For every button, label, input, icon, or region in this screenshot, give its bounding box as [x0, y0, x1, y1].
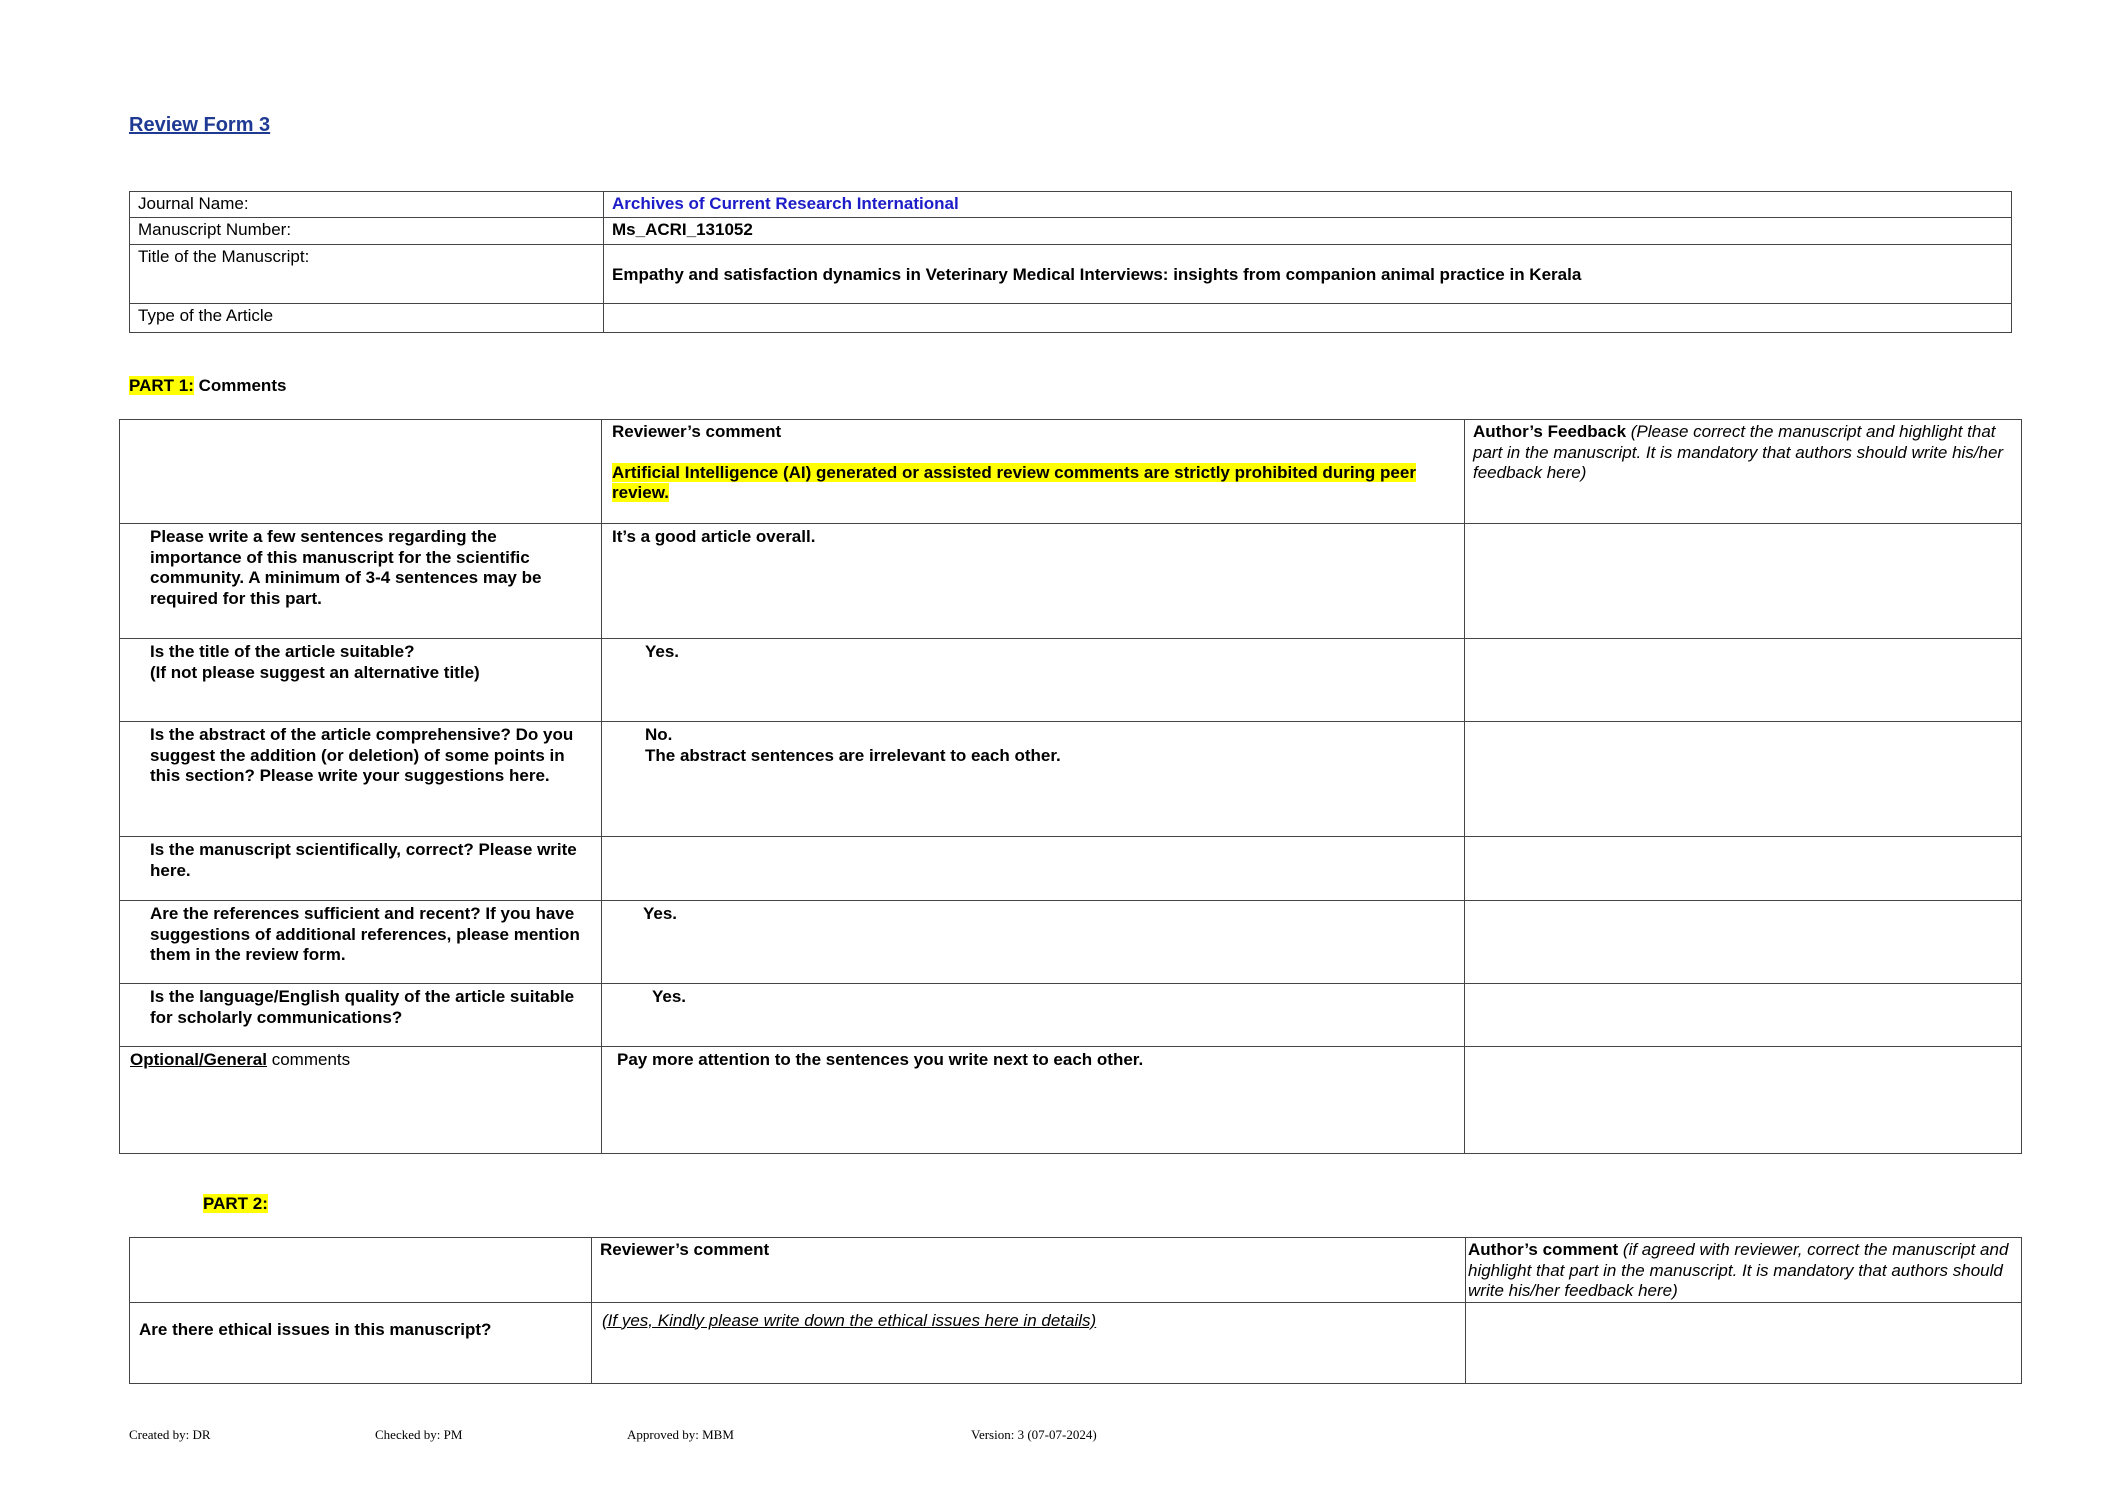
comment-abstract[interactable]: [602, 722, 1465, 837]
comment-scientific[interactable]: [602, 837, 1465, 901]
feedback-importance[interactable]: [1465, 524, 2022, 639]
comment-title-suitable[interactable]: Yes.: [602, 639, 1465, 722]
ai-notice: Artificial Intelligence (AI) generated or assisted review comments are strictly prohibited during peer review.: [612, 462, 1416, 502]
feedback-abstract[interactable]: [1465, 722, 2022, 837]
part2-ethics-table: [129, 1237, 2022, 1384]
comment-abstract-line1: No.: [645, 725, 673, 744]
part1-reviewer-header: Reviewer’s comment: [612, 422, 782, 441]
ethical-hint: (If yes, Kindly please write down the ethical issues here in details): [602, 1310, 1097, 1330]
comment-language[interactable]: Yes.: [602, 984, 1465, 1047]
comment-references[interactable]: Yes.: [602, 901, 1465, 984]
part1-reviewer-header-cell: [602, 420, 1465, 524]
part2-label: PART 2:: [203, 1194, 268, 1213]
question-scientific: Is the manuscript scientifically, correct? Please write here.: [120, 837, 602, 901]
question-ethical: Are there ethical issues in this manuscript?: [130, 1302, 592, 1383]
footer-checked: Checked by: PM: [375, 1427, 463, 1442]
part2-heading: [203, 1194, 268, 1214]
question-references: Are the references sufficient and recent? If you have suggestions of additional references, please mention them in the review form.: [120, 901, 602, 984]
part1-author-header-cell: [1465, 420, 2022, 524]
feedback-optional[interactable]: [1465, 1047, 2022, 1154]
form-title: Review Form 3: [129, 114, 271, 136]
article-type-value: [604, 304, 2012, 333]
question-title-line1: Is the title of the article suitable?: [150, 642, 415, 661]
part1-label: PART 1:: [129, 376, 194, 395]
manuscript-number-label: Manuscript Number:: [130, 218, 604, 245]
part2-author-header: Author’s comment: [1468, 1240, 1619, 1259]
footer-version: Version: 3 (07-07-2024): [971, 1427, 1097, 1442]
comment-abstract-line2: The abstract sentences are irrelevant to each other.: [645, 745, 1061, 765]
question-language: Is the language/English quality of the article suitable for scholarly communications?: [120, 984, 602, 1047]
question-title-suitable: [120, 639, 602, 722]
part1-header-blank: [120, 420, 602, 524]
part1-comments-table: [119, 419, 2022, 1154]
optional-label: Optional: [130, 1050, 199, 1069]
part2-author-header-cell: [1466, 1238, 2022, 1303]
journal-name-value: Archives of Current Research International: [604, 192, 2012, 218]
feedback-references[interactable]: [1465, 901, 2022, 984]
optional-general-label: [120, 1047, 602, 1154]
comments-label: comments: [267, 1050, 351, 1069]
footer-created: Created by: DR: [129, 1427, 211, 1442]
manuscript-info-table: [129, 191, 2012, 333]
part2-reviewer-header: Reviewer’s comment: [592, 1238, 1466, 1303]
part1-heading: [129, 376, 286, 396]
part1-author-header: Author’s Feedback: [1473, 422, 1627, 441]
comment-optional[interactable]: Pay more attention to the sentences you write next to each other.: [602, 1047, 1465, 1154]
footer-approved: Approved by: MBM: [627, 1427, 734, 1442]
part2-header-blank: [130, 1238, 592, 1303]
manuscript-number-value: Ms_ACRI_131052: [604, 218, 2012, 245]
part2-author-header-note: (if agreed with reviewer, correct the manuscript and highlight that part in the manuscript. It is mandatory that authors should write his/her feedback here): [1468, 1240, 2009, 1300]
question-importance: Please write a few sentences regarding the importance of this manuscript for the scientific community. A minimum of 3-4 sentences may be required for this part.: [120, 524, 602, 639]
manuscript-title-label: Title of the Manuscript:: [130, 245, 604, 304]
question-title-line2: (If not please suggest an alternative title): [150, 662, 480, 682]
general-label: /General: [198, 1050, 267, 1069]
journal-name-label: Journal Name:: [130, 192, 604, 218]
question-abstract: Is the abstract of the article comprehensive? Do you suggest the addition (or deletion) of some points in this section? Please write your suggestions here.: [120, 722, 602, 837]
comment-importance[interactable]: It’s a good article overall.: [602, 524, 1465, 639]
article-type-label: Type of the Article: [130, 304, 604, 333]
manuscript-title-value: Empathy and satisfaction dynamics in Veterinary Medical Interviews: insights from companion animal practice in Kerala: [604, 245, 2012, 304]
comment-ethical[interactable]: [592, 1302, 1466, 1383]
part1-suffix: Comments: [193, 376, 287, 395]
feedback-scientific[interactable]: [1465, 837, 2022, 901]
feedback-ethical[interactable]: [1466, 1302, 2022, 1383]
part1-author-header-note: (Please correct the manuscript and highlight that part in the manuscript. It is mandatory that authors should write his/her feedback here): [1473, 422, 2004, 482]
feedback-title-suitable[interactable]: [1465, 639, 2022, 722]
feedback-language[interactable]: [1465, 984, 2022, 1047]
